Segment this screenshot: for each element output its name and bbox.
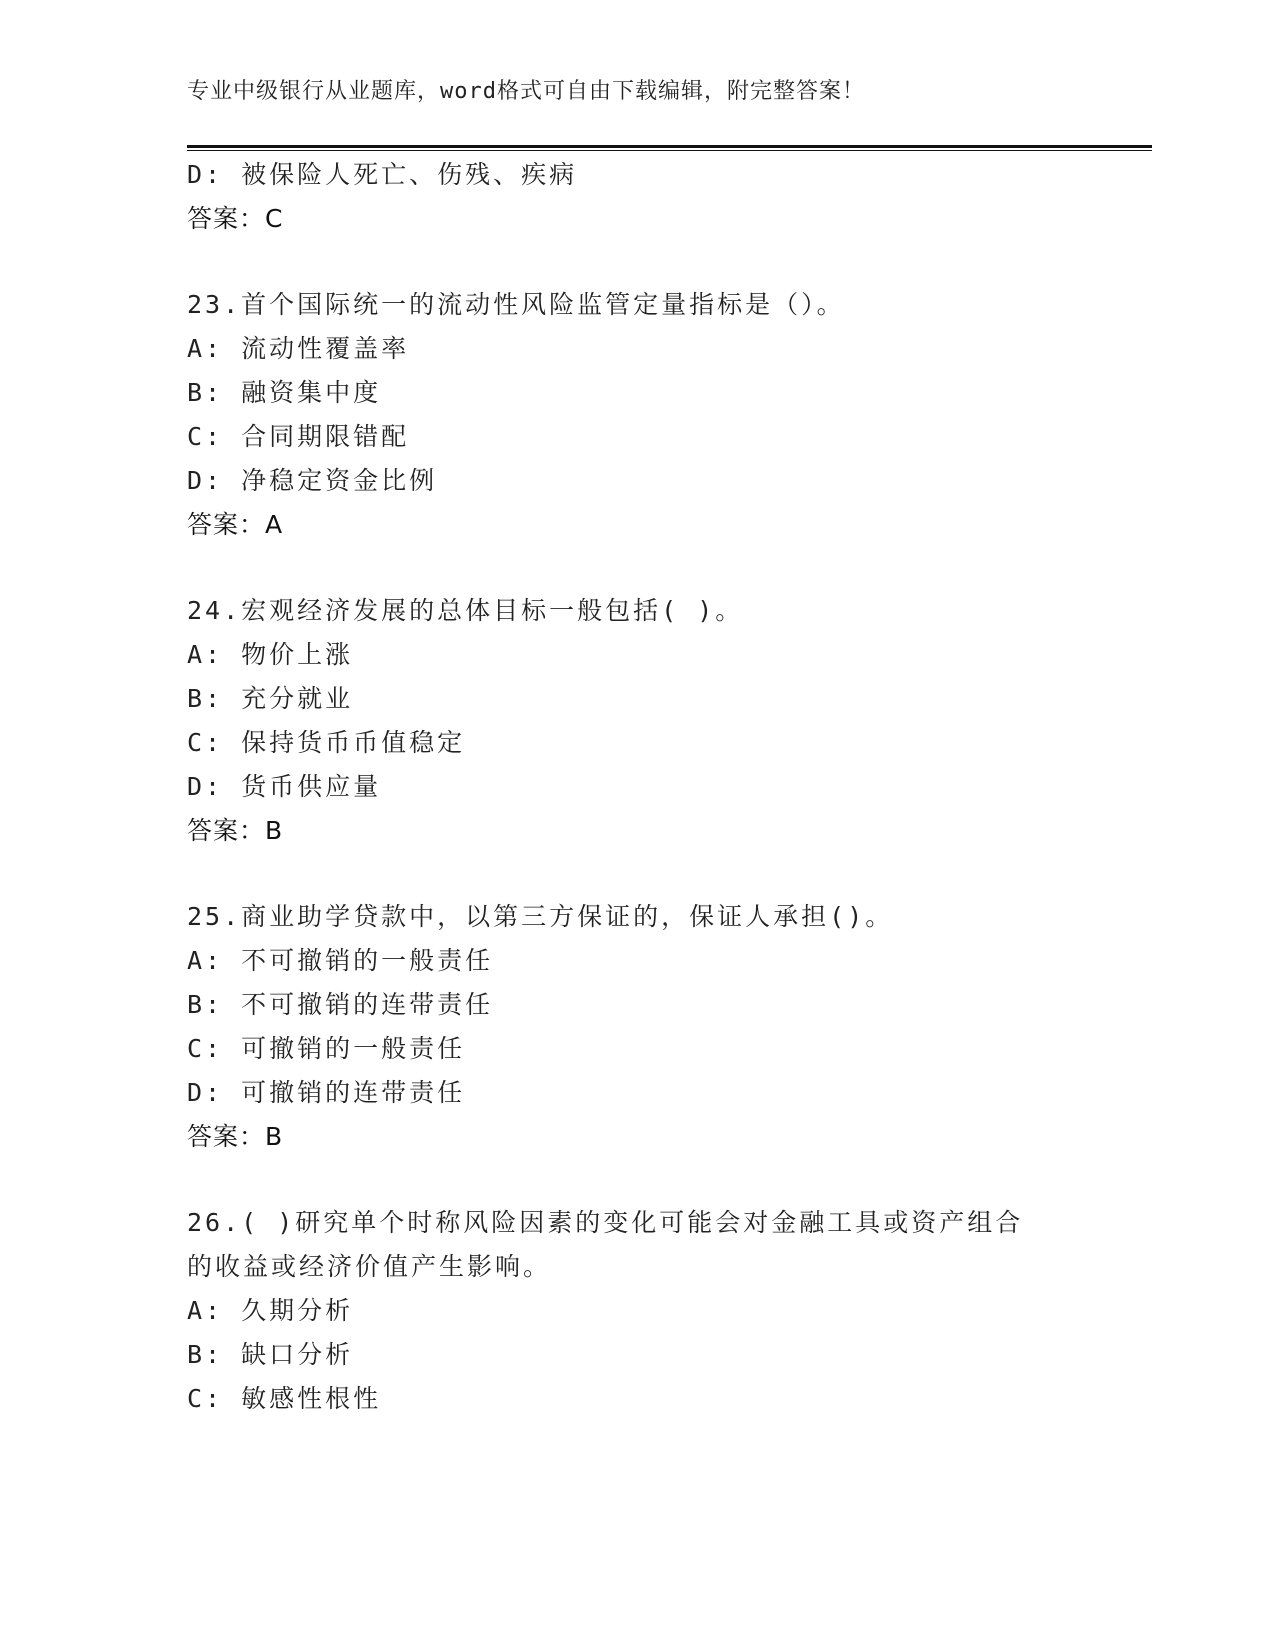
option-b: B: 缺口分析 — [187, 1340, 354, 1369]
option-a: A: 不可撤销的一般责任 — [187, 946, 494, 975]
answer: 答案：C — [187, 204, 284, 233]
question-stem-26: 26.( )研究单个时称风险因素的变化可能会对金融工具或资产组合 — [187, 1208, 1024, 1237]
option-b: B: 充分就业 — [187, 684, 354, 713]
option-c: C: 保持货币币值稳定 — [187, 728, 466, 757]
question-stem-24: 24.宏观经济发展的总体目标一般包括( )。 — [187, 596, 744, 625]
answer: 答案：B — [187, 1122, 284, 1151]
page-header: 专业中级银行从业题库，word格式可自由下载编辑，附完整答案！ — [187, 79, 865, 104]
option-d: D: 可撤销的连带责任 — [187, 1078, 466, 1107]
question-stem-25: 25.商业助学贷款中，以第三方保证的，保证人承担()。 — [187, 902, 894, 931]
question-stem-23: 23.首个国际统一的流动性风险监管定量指标是（）。 — [187, 290, 845, 319]
option-d: D: 净稳定资金比例 — [187, 466, 438, 495]
option-a: A: 流动性覆盖率 — [187, 334, 410, 363]
header-rule-thin — [187, 150, 1152, 151]
option-c: C: 敏感性根性 — [187, 1384, 382, 1413]
option-d: D: 货币供应量 — [187, 772, 382, 801]
option-c: C: 可撤销的一般责任 — [187, 1034, 466, 1063]
header-rule-thick — [187, 145, 1152, 148]
option-a: A: 物价上涨 — [187, 640, 354, 669]
question-stem-26-continued: 的收益或经济价值产生影响。 — [187, 1252, 552, 1281]
option-c: C: 合同期限错配 — [187, 422, 410, 451]
option-b: B: 不可撤销的连带责任 — [187, 990, 494, 1019]
option-b: B: 融资集中度 — [187, 378, 382, 407]
answer: 答案：B — [187, 816, 284, 845]
option-a: A: 久期分析 — [187, 1296, 354, 1325]
answer: 答案：A — [187, 510, 284, 539]
option-d: D: 被保险人死亡、伤残、疾病 — [187, 160, 578, 189]
